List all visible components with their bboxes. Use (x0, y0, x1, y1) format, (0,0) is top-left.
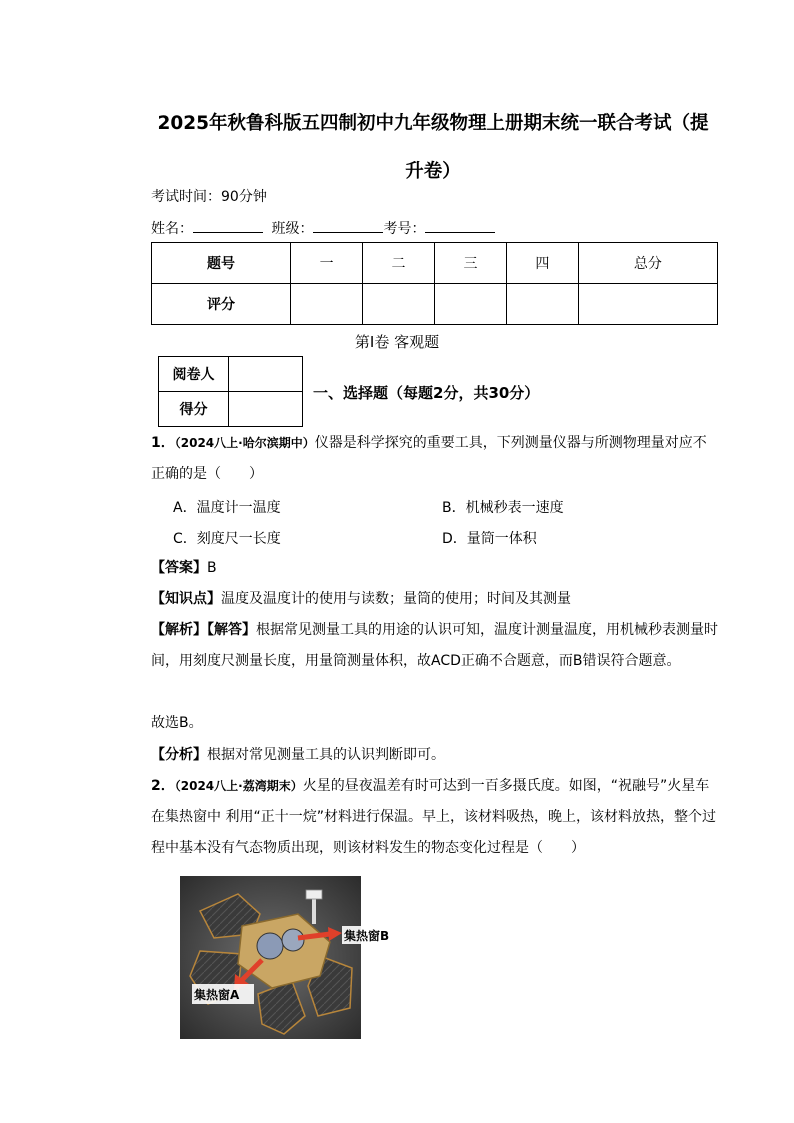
question-2-source: （2024八上·荔湾期末） (174, 779, 303, 793)
class-field[interactable] (313, 218, 383, 233)
option-a[interactable]: A．温度计一温度 (173, 500, 281, 516)
summary-line (151, 740, 719, 771)
number-field[interactable] (425, 218, 495, 233)
student-info-line (151, 218, 495, 238)
score-row-label: 评分 (152, 284, 291, 325)
option-c[interactable]: C．刻度尺一长度 (173, 531, 281, 547)
analysis-paragraph (151, 615, 719, 677)
score-cell[interactable] (578, 284, 717, 325)
answer-line (151, 553, 719, 584)
volume-title: 第Ⅰ卷 客观题 (354, 333, 440, 351)
question-1-text: 仪器是科学探究的重要工具，下列测量仪器与所测物理量对应不正确的是（ ） (151, 435, 707, 482)
summary-tag: 【分析】 (151, 747, 207, 763)
name-field[interactable] (193, 218, 263, 233)
mars-rover-figure (180, 876, 390, 1039)
exam-time: 考试时间：90分钟 (151, 189, 267, 205)
analysis-tag: 【解析】【解答】 (151, 622, 256, 638)
knowledge-tag: 【知识点】 (151, 591, 221, 607)
score-header-cell: 二 (363, 243, 435, 284)
class-label: 班级： (271, 221, 314, 237)
score-header-cell: 三 (434, 243, 506, 284)
option-b[interactable]: B．机械秒表一速度 (442, 500, 564, 516)
number-label: 考号： (383, 221, 426, 237)
knowledge-line (151, 584, 719, 615)
question-2-stem (151, 771, 719, 864)
name-label: 姓名： (151, 221, 193, 237)
score-header-cell: 四 (506, 243, 578, 284)
answer-tag: 【答案】 (151, 560, 207, 576)
knowledge-text: 温度及温度计的使用与读数；量筒的使用；时间及其测量 (221, 591, 571, 607)
score-table (151, 242, 718, 325)
score-header-cell: 题号 (152, 243, 291, 284)
grader-score-cell[interactable] (229, 392, 303, 427)
conclusion-line: 故选B。 (151, 715, 203, 731)
grader-label: 阅卷人 (159, 357, 229, 392)
exam-title: 2025年秋鲁科版五四制初中九年级物理上册期末统一联合考试（提升卷） (157, 113, 709, 182)
score-cell[interactable] (506, 284, 578, 325)
grader-cell[interactable] (229, 357, 303, 392)
score-header-cell: 一 (291, 243, 363, 284)
option-d[interactable]: D．量筒一体积 (442, 531, 537, 547)
score-table-score-row (152, 284, 718, 325)
question-1-stem (151, 428, 719, 490)
mars-rover-illustration (180, 876, 390, 1039)
question-2-number: 2． (151, 778, 175, 794)
question-1-source: （2024八上·哈尔滨期中） (174, 436, 315, 450)
score-cell[interactable] (291, 284, 363, 325)
question-1-number: 1． (151, 435, 175, 451)
grader-table (158, 356, 303, 427)
window-a-label: 集热窗A (194, 988, 240, 1002)
score-cell[interactable] (434, 284, 506, 325)
part1-title: 一、选择题（每题2分，共30分） (313, 384, 540, 402)
summary-text: 根据对常见测量工具的认识判断即可。 (207, 747, 445, 763)
analysis-text: 根据常见测量工具的用途的认识可知，温度计测量温度，用机械秒表测量时间，用刻度尺测量长度，用量筒测量体积，故ACD正确不合题意，而B错误符合题意。 (151, 622, 718, 669)
score-cell[interactable] (363, 284, 435, 325)
score-table-header-row (152, 243, 718, 284)
grader-score-label: 得分 (159, 392, 229, 427)
score-header-cell: 总分 (578, 243, 717, 284)
window-b-label: 集热窗B (344, 929, 390, 943)
answer-value: B (207, 560, 217, 576)
question-2-text: 火星的昼夜温差有时可达到一百多摄氏度。如图，“祝融号”火星车在集热窗中 利用“正十一烷”材料进行保温。早上，该材料吸热，晚上，该材料放热，整个过程中基本没有气态物质出现，则该材料发生的物态变化过程是（ ） (151, 778, 716, 856)
